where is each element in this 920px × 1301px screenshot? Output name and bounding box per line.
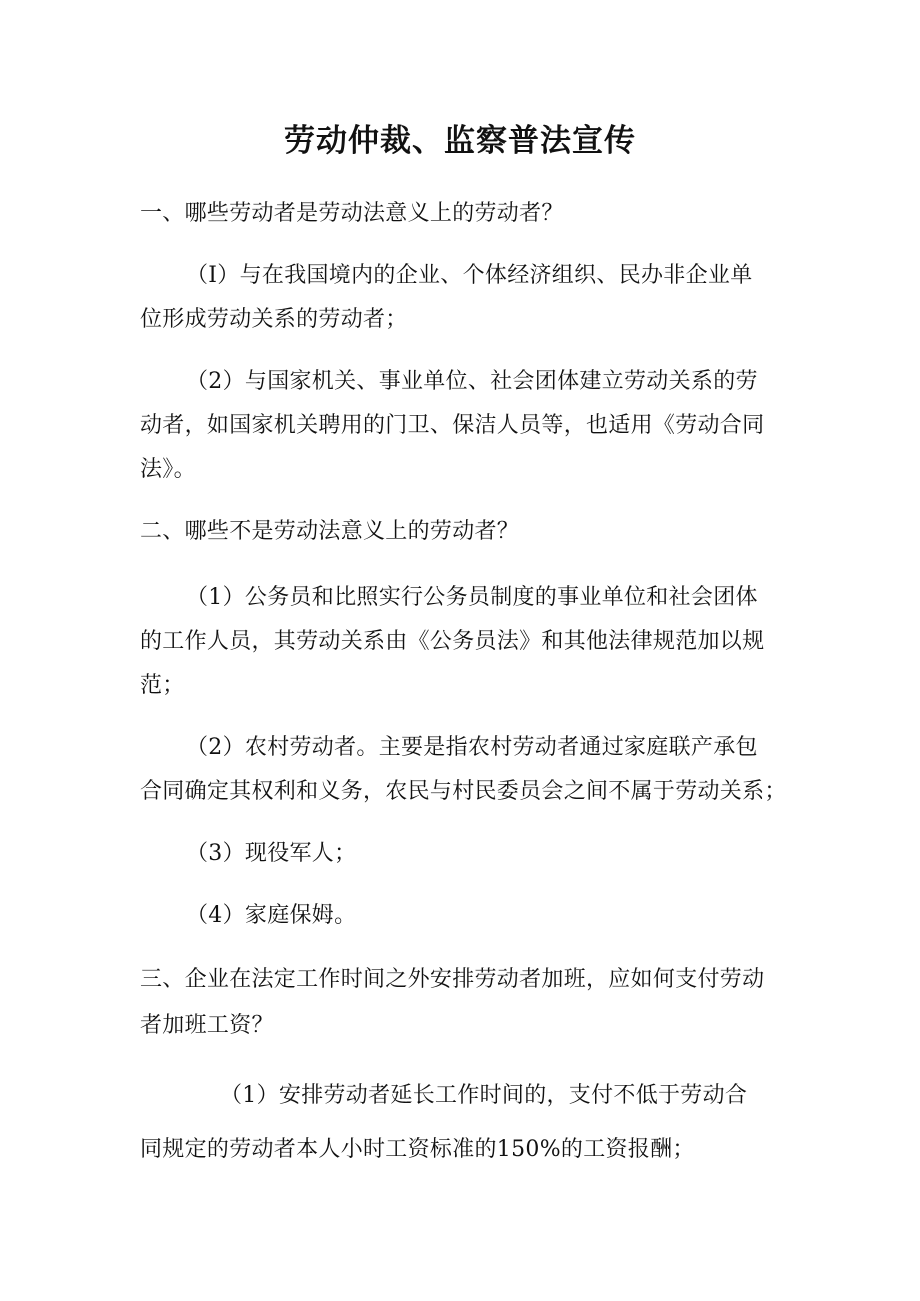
- section-2-item-2-line-1: （2）农村劳动者。主要是指农村劳动者通过家庭联产承包: [186, 735, 758, 760]
- section-3-heading-line-1: 三、企业在法定工作时间之外安排劳动者加班，应如何支付劳动: [140, 967, 765, 992]
- section-2-item-1-line-1: （1）公务员和比照实行公务员制度的事业单位和社会团体: [186, 585, 758, 610]
- section-1-heading: 一、哪些劳动者是劳动法意义上的劳动者？: [140, 201, 564, 226]
- section-1-item-1-line-2: 位形成劳动关系的劳动者；: [140, 307, 408, 332]
- section-2-item-1-line-3: 范；: [140, 673, 185, 698]
- section-2-item-4: （4）家庭保姆。: [186, 903, 357, 928]
- section-1-item-1-line-1: （I）与在我国境内的企业、个体经济组织、民办非企业单: [186, 263, 753, 288]
- section-2-item-1-line-2: 的工作人员，其劳动关系由《公务员法》和其他法律规范加以规: [140, 629, 765, 654]
- section-3-item-1-line-2: 同规定的劳动者本人小时工资标准的150%的工资报酬；: [140, 1137, 695, 1162]
- section-1-item-2-line-2: 动者，如国家机关聘用的门卫、保洁人员等，也适用《劳动合同: [140, 413, 765, 438]
- section-3-heading-line-2: 者加班工资？: [140, 1013, 274, 1038]
- section-1-item-2-line-1: （2）与国家机关、事业单位、社会团体建立劳动关系的劳: [186, 369, 758, 394]
- section-3-item-1-line-1: （1）安排劳动者延长工作时间的，支付不低于劳动合: [220, 1083, 748, 1108]
- section-2-item-2-line-2: 合同确定其权利和义务，农民与村民委员会之间不属于劳动关系；: [140, 779, 787, 804]
- section-2-heading: 二、哪些不是劳动法意义上的劳动者？: [140, 519, 520, 544]
- document-title: 劳动仲裁、监察普法宣传: [284, 123, 636, 159]
- section-1-item-2-line-3: 法》。: [140, 457, 196, 482]
- section-2-item-3: （3）现役军人；: [186, 841, 357, 866]
